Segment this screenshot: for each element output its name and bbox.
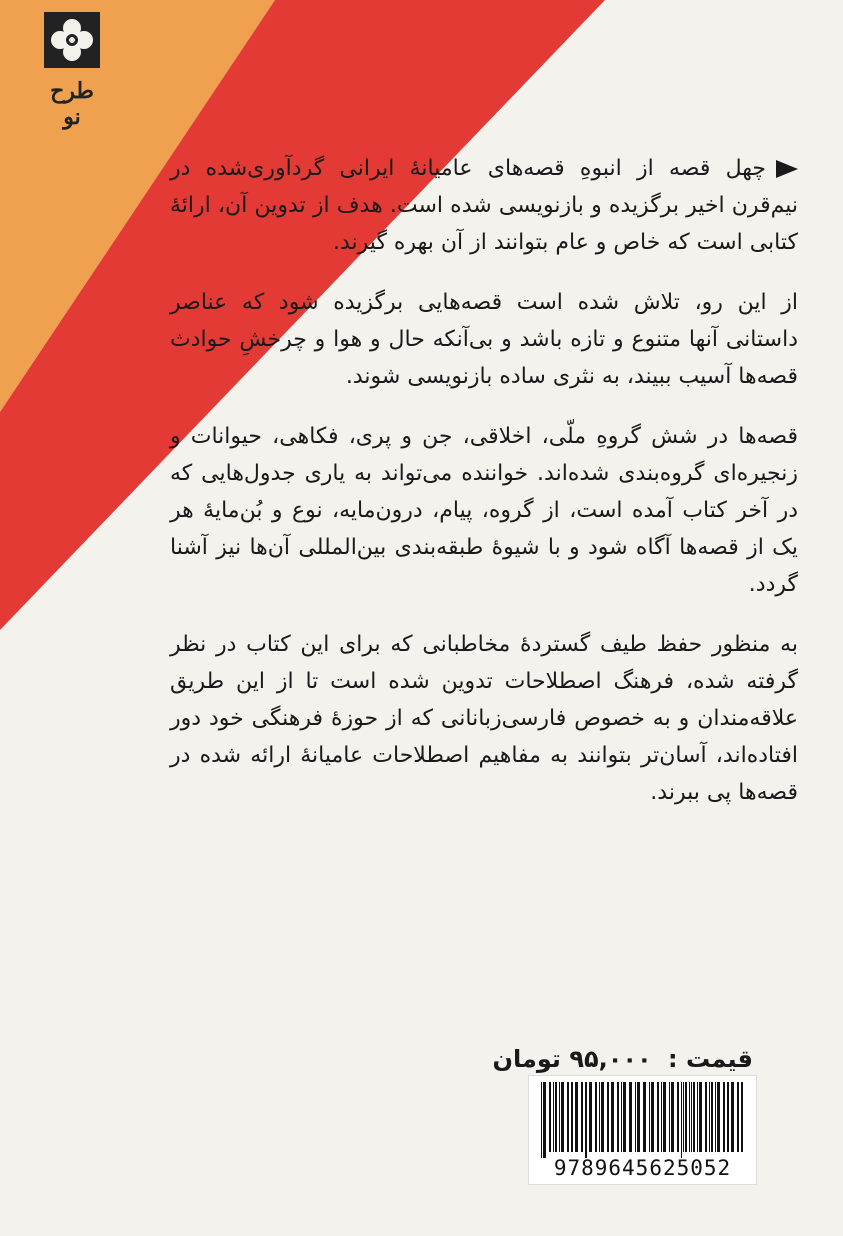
- barcode-bar: [595, 1082, 597, 1152]
- barcode-bar: [727, 1082, 729, 1152]
- barcode-bar: [691, 1082, 692, 1152]
- barcode-bar: [561, 1082, 564, 1152]
- barcode-bar: [555, 1082, 557, 1152]
- barcode-bar: [689, 1082, 690, 1152]
- barcode-block: [528, 1075, 757, 1185]
- barcode-bar: [741, 1082, 743, 1152]
- barcode-bar: [541, 1082, 542, 1158]
- barcode-bar: [723, 1082, 725, 1152]
- barcode-bar: [683, 1082, 684, 1152]
- paragraph-3: قصه‌ها در شش گروهِ ملّی، اخلاقی، جن و پری، فکاهی، حیوانات و زنجیره‌ای گروه‌بندی شده‌اند. خواننده می‌تواند به یاری جدول‌هایی که در آخر کتاب آمده است، از گروه، پیام، درون‌مایه، نوع و بُن‌مایهٔ هر یک از قصه‌ها آگاه شود و با شیوهٔ طبقه‌بندی بین‌المللی آن‌ها نیز آشنا گردد.: [170, 424, 798, 597]
- barcode-bar: [711, 1082, 713, 1152]
- barcode-bar: [715, 1082, 716, 1152]
- paragraph-1-text: چهل قصه از انبوهِ قصه‌های عامیانهٔ ایرانی گردآوری‌شده در نیم‌قرن اخیر برگزیده و بازنویسی شده است. هدف از تدوین آن، ارائهٔ کتابی است که خاص و عام بتوانند از آن بهره گیرند.: [170, 156, 798, 255]
- barcode-bar: [567, 1082, 569, 1152]
- barcode-bar: [635, 1082, 636, 1152]
- barcode-bar: [661, 1082, 662, 1152]
- barcode-bar: [699, 1082, 702, 1152]
- barcode-bar: [623, 1082, 626, 1152]
- barcode-bar: [657, 1082, 659, 1152]
- barcode-bar: [553, 1082, 554, 1152]
- barcode-bar: [663, 1082, 666, 1152]
- barcode-bar: [717, 1082, 720, 1152]
- barcode-bar: [607, 1082, 609, 1152]
- barcode-bar: [677, 1082, 679, 1152]
- barcode-bar: [705, 1082, 707, 1152]
- publisher-name: طرح نو: [50, 78, 94, 130]
- barcode-bar: [549, 1082, 551, 1152]
- flower-emblem-icon: [42, 10, 102, 80]
- publisher-logo: [42, 10, 102, 130]
- paragraph-2: از این رو، تلاش شده است قصه‌هایی برگزیده شود که عناصر داستانی آنها متنوع و تازه باشد و بی‌آنکه حال و هوا و چرخشِ حوادث قصه‌ها آسیب ببیند، به نثری ساده بازنویسی شوند.: [170, 290, 798, 389]
- barcode-bar: [589, 1082, 592, 1152]
- barcode-bar: [697, 1082, 698, 1152]
- barcode-bar: [649, 1082, 650, 1152]
- barcode-bar: [693, 1082, 695, 1152]
- price-caption: قیمت :: [668, 1045, 753, 1073]
- barcode-bar: [599, 1082, 600, 1152]
- barcode-bar: [585, 1082, 587, 1158]
- paragraph-4: به منظور حفظ طیف گستردهٔ مخاطبانی که برای این کتاب در نظر گرفته شده، فرهنگ اصطلاحات تدوین شده است تا از این طریق علاقه‌مندان و به خصوص فارسی‌زبانانی که از حوزهٔ فرهنگی خود دور افتاده‌اند، آسان‌تر بتوانند به مفاهیم اصطلاحات عامیانهٔ ارائه شده در قصه‌ها پی ببرند.: [170, 632, 798, 805]
- barcode-bar: [669, 1082, 670, 1152]
- barcode-bar: [709, 1082, 710, 1152]
- barcode-bar: [581, 1082, 583, 1152]
- barcode-bar: [685, 1082, 687, 1152]
- barcode-bar: [643, 1082, 646, 1152]
- barcode-bar: [737, 1082, 739, 1152]
- back-cover-text: [170, 150, 798, 834]
- paragraph-1: [170, 150, 798, 261]
- barcode-bar: [617, 1082, 619, 1152]
- barcode-bar: [621, 1082, 622, 1152]
- barcode-bar: [559, 1082, 560, 1152]
- barcode-bar: [611, 1082, 614, 1152]
- barcode-bar: [651, 1082, 654, 1152]
- barcode-bar: [543, 1082, 546, 1158]
- isbn-number: 9789645625052: [553, 1156, 732, 1180]
- barcode-bar: [731, 1082, 734, 1152]
- barcode-bar: [671, 1082, 674, 1152]
- price-value: ۹۵,۰۰۰ تومان: [492, 1045, 652, 1073]
- barcode-icon: [539, 1082, 746, 1158]
- barcode-bar: [571, 1082, 573, 1152]
- barcode-bar: [681, 1082, 682, 1158]
- barcode-bar: [601, 1082, 604, 1152]
- price-label: [493, 1045, 753, 1073]
- barcode-bar: [575, 1082, 578, 1152]
- barcode-bar: [637, 1082, 640, 1152]
- triangle-bullet-icon: [776, 160, 798, 178]
- barcode-bar: [629, 1082, 632, 1152]
